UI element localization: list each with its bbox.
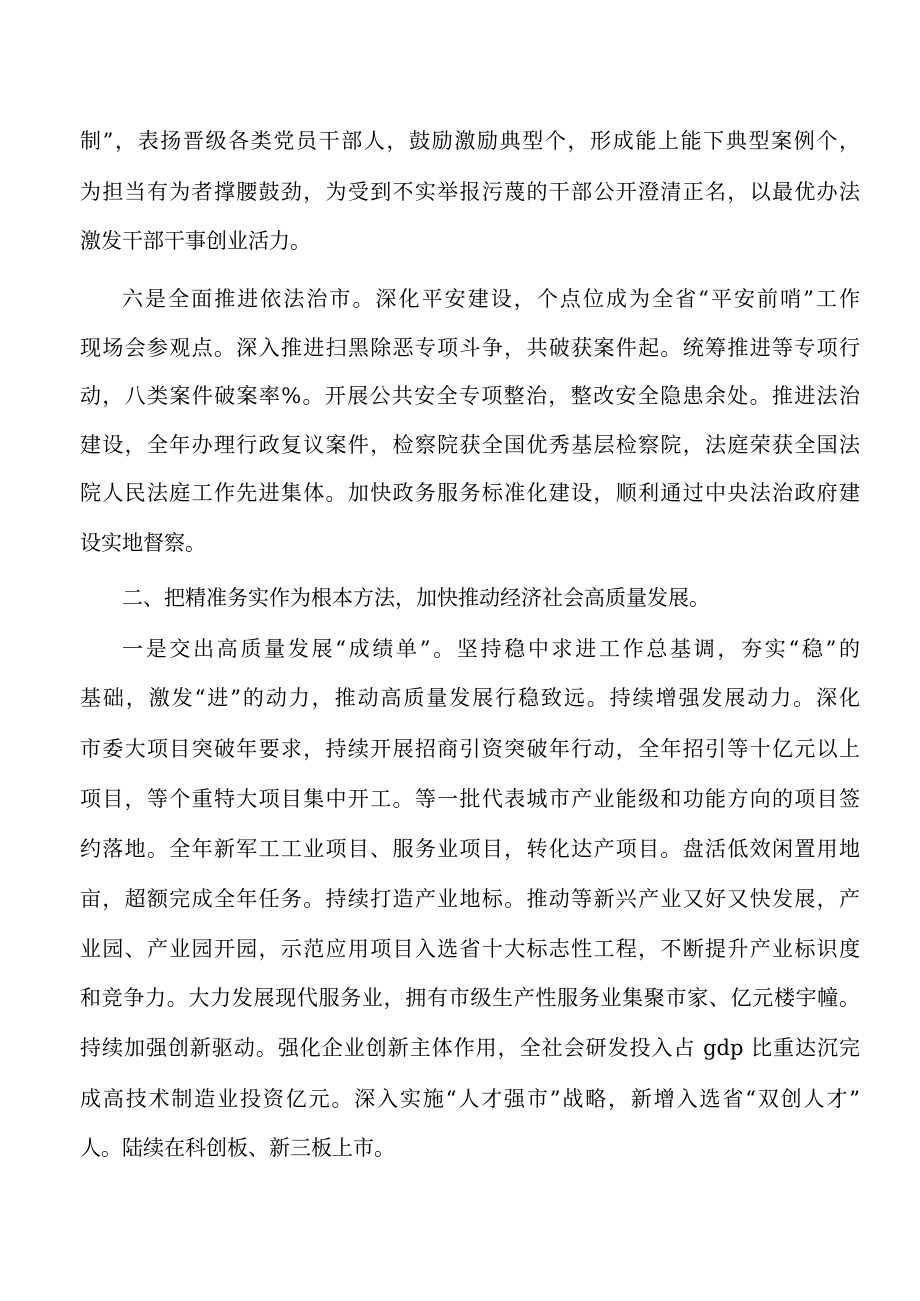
- paragraph-4-line-10: 成高技术制造业投资亿元。深入实施“人才强市”战略，新增入选省“双创人才”: [80, 1087, 860, 1111]
- paragraph-1-line-2: 为担当有为者撑腰鼓劲，为受到不实举报污蔑的干部公开澄清正名，以最优办法: [80, 180, 860, 204]
- paragraph-4-line-5: 约落地。全年新军工工业项目、服务业项目，转化达产项目。盘活低效闲置用地: [80, 837, 860, 861]
- paragraph-4-line-1: 一是交出高质量发展“成绩单”。坚持稳中求进工作总基调，夯实“稳”的: [122, 637, 860, 661]
- paragraph-2-line-5: 院人民法庭工作先进集体。加快政务服务标准化建设，顺利通过中央法治政府建: [80, 481, 860, 505]
- paragraph-2-line-3: 动，八类案件破案率%。开展公共安全专项整治，整改安全隐患余处。推进法治: [80, 384, 860, 408]
- paragraph-4-line-8: 和竞争力。大力发展现代服务业，拥有市级生产性服务业集聚市家、亿元楼宇幢。: [80, 986, 860, 1010]
- paragraph-4-line-3: 市委大项目突破年要求，持续开展招商引资突破年行动，全年招引等十亿元以上: [80, 737, 860, 761]
- paragraph-2-line-4: 建设，全年办理行政复议案件，检察院获全国优秀基层检察院，法庭荣获全国法: [80, 433, 860, 457]
- paragraph-4-line-7: 业园、产业园开园，示范应用项目入选省十大标志性工程，不断提升产业标识度: [80, 937, 860, 961]
- section-heading: 二、把精准务实作为根本方法，加快推动经济社会高质量发展。: [122, 586, 710, 610]
- paragraph-4-line-9: 持续加强创新驱动。强化企业创新主体作用，全社会研发投入占 gdp 比重达沉完: [80, 1036, 860, 1060]
- paragraph-4-line-6: 亩，超额完成全年任务。持续打造产业地标。推动等新兴产业又好又快发展，产: [80, 887, 860, 911]
- paragraph-1-line-3: 激发干部干事创业活力。: [80, 229, 311, 253]
- paragraph-2-line-6: 设实地督察。: [80, 531, 206, 555]
- paragraph-2-line-1: 六是全面推进依法治市。深化平安建设，个点位成为全省“平安前哨”工作: [122, 287, 860, 311]
- paragraph-2-line-2: 现场会参观点。深入推进扫黑除恶专项斗争，共破获案件起。统筹推进等专项行: [80, 336, 860, 360]
- paragraph-4-line-4: 项目，等个重特大项目集中开工。等一批代表城市产业能级和功能方向的项目签: [80, 787, 860, 811]
- paragraph-4-line-11: 人。陆续在科创板、新三板上市。: [80, 1136, 395, 1160]
- paragraph-4-line-2: 基础，激发“进”的动力，推动高质量发展行稳致远。持续增强发展动力。深化: [80, 686, 860, 710]
- paragraph-1-line-1: 制”，表扬晋级各类党员干部人，鼓励激励典型个，形成能上能下典型案例个，: [80, 129, 860, 153]
